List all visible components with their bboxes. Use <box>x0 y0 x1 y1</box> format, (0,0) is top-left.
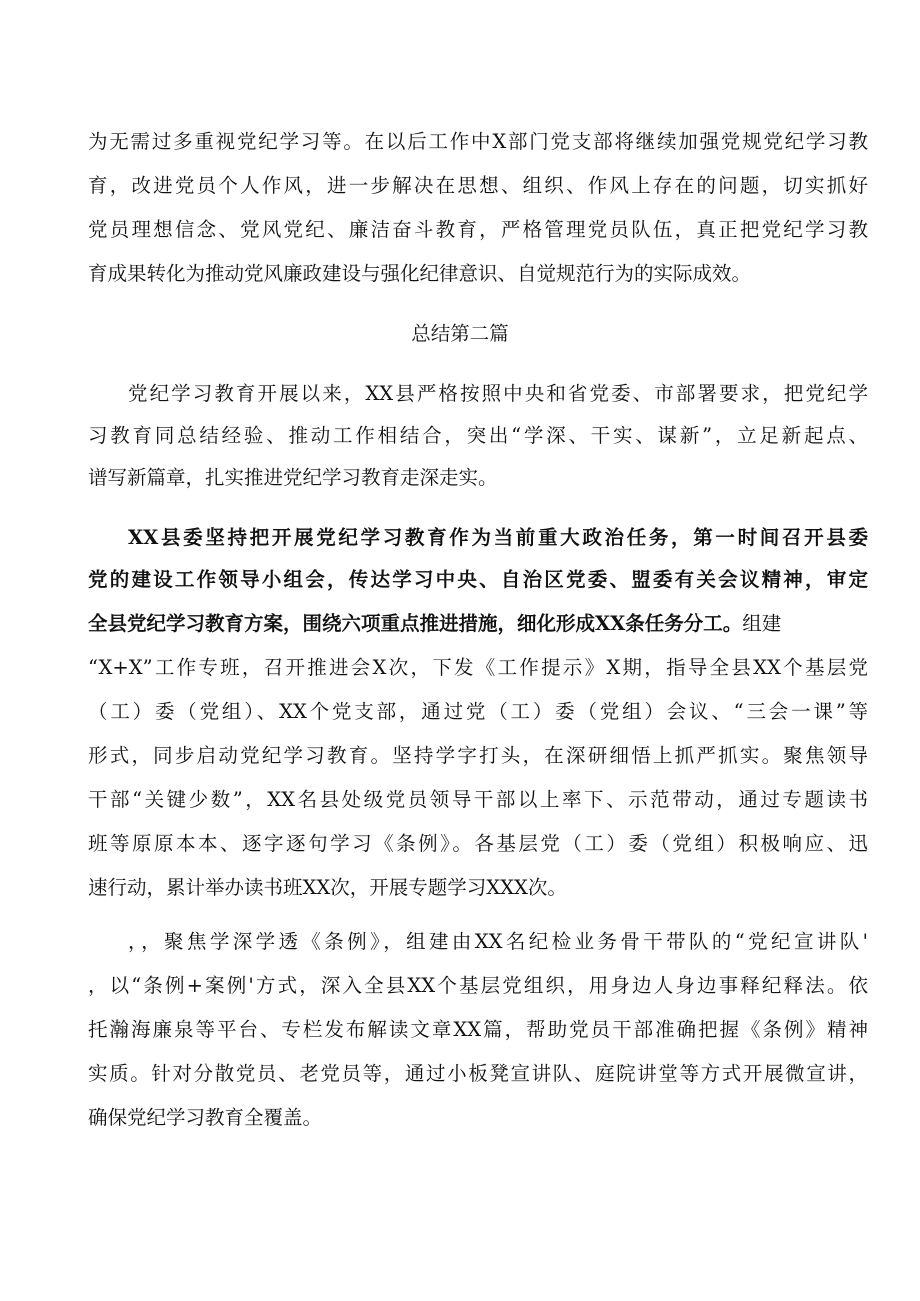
para3-line-9: 速行动，累计举办读书班XX次，开展专题学习XXX次。 <box>88 876 567 899</box>
para3-line-4: “X+X”工作专班，召开推进会X次，下发《工作提示》X期，指导全县XX个基层党 <box>88 656 868 679</box>
para3-line-7: 干部“关键少数”，XX名县处级党员领导干部以上率下、示范带动，通过专题读书 <box>88 788 869 811</box>
para1-line-2: 育，改进党员个人作风，进一步解决在思想、组织、作风上存在的问题，切实抓好 <box>88 174 868 197</box>
para3-line-8: 班等原原本本、逐字逐句学习《条例》。各基层党（工）委（党组）积极响应、迅 <box>88 832 868 855</box>
para1-line-4: 育成果转化为推动党风廉政建设与强化纪律意识、自觉规范行为的实际成效。 <box>88 262 752 285</box>
para3-line-3 <box>88 610 868 638</box>
para4-line-3: 托瀚海廉泉等平台、专栏发布解读文章XX篇，帮助党员干部准确把握《条例》精神 <box>88 1018 868 1041</box>
section-title: 总结第二篇 <box>411 322 509 345</box>
para1-line-3: 党员理想信念、党风党纪、廉洁奋斗教育，严格管理党员队伍，真正把党纪学习教 <box>88 218 868 241</box>
para3-line-6: 形式，同步启动党纪学习教育。坚持学字打头，在深研细悟上抓严抓实。聚焦领导 <box>88 744 868 767</box>
para4-line-1: ，，聚焦学深学透《条例》，组建由XX名纪检业务骨干带队的“党纪宣讲队' <box>128 930 868 953</box>
para2-line-2: 习教育同总结经验、推动工作相结合，突出“学深、干实、谋新”，立足新起点、 <box>88 424 868 447</box>
para4-line-5: 确保党纪学习教育全覆盖。 <box>88 1106 323 1129</box>
para1-line-1: 为无需过多重视党纪学习等。在以后工作中X部门党支部将继续加强党规党纪学习教 <box>88 130 868 153</box>
para3-line-5: （工）委（党组）、XX个党支部，通过党（工）委（党组）会议、“三会一课”等 <box>88 700 868 723</box>
para2-line-1: 党纪学习教育开展以来，XX县严格按照中央和省党委、市部署要求，把党纪学 <box>128 382 868 405</box>
para3-line-1: XX县委坚持把开展党纪学习教育作为当前重大政治任务，第一时间召开县委 <box>128 526 868 549</box>
para4-line-2: ，以“条例+案例'方式，深入全县XX个基层党组织，用身边人身边事释纪释法。依 <box>88 974 868 997</box>
para3-line-3-tail: 组建 <box>742 612 782 635</box>
para3-line-3-bold: 全县党纪学习教育方案，围绕六项重点推进措施，细化形成XX条任务分工。 <box>88 612 743 635</box>
para3-line-2: 党的建设工作领导小组会，传达学习中央、自治区党委、盟委有关会议精神，审定 <box>88 568 868 591</box>
para4-line-4: 实质。针对分散党员、老党员等，通过小板凳宣讲队、庭院讲堂等方式开展微宣讲， <box>88 1062 868 1085</box>
para2-line-3: 谱写新篇章，扎实推进党纪学习教育走深走实。 <box>88 466 498 489</box>
